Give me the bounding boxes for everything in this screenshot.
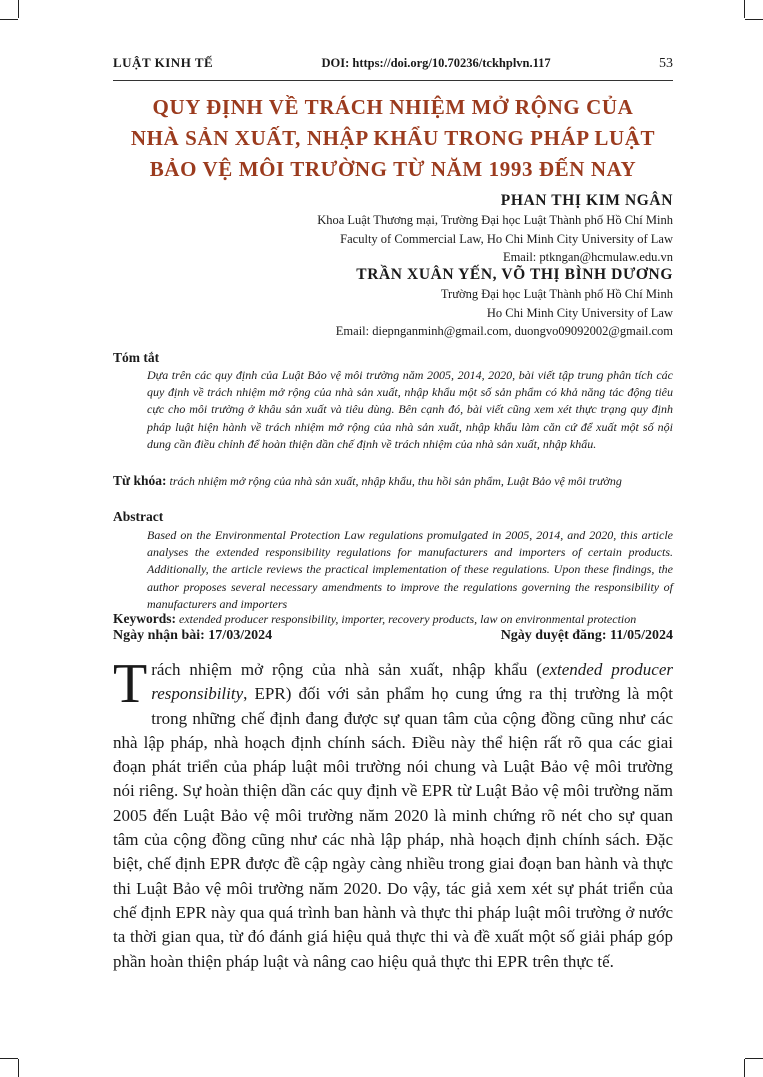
title-line-3: BẢO VỆ MÔI TRƯỜNG TỪ NĂM 1993 ĐẾN NAY [149, 157, 637, 181]
crop-mark-bottom-right-h [745, 1058, 763, 1059]
running-header [113, 55, 673, 81]
body-text-part-2: , EPR) đối với sản phẩm họ cung ứng ra thị trường là một trong những chế định đang được sự quan tâm của cộng đồng cũng như các nhà lập pháp, nhà hoạch định chính sách. Điều này thể hiện rất rõ qua các giai đoạn phát triển của pháp luật môi trường nói chung và Luật Bảo vệ môi trường nói riêng. Sự hoàn thiện dần các quy định về EPR từ Luật Bảo vệ môi trường năm 2005 đến Luật Bảo vệ môi trường năm 2020 là minh chứng rõ nét cho sự quan tâm của cộng đồng cũng như các nhà lập pháp, nhà hoạch định chính sách. Đặc biệt, chế định EPR được đề cập ngày càng nhiều trong giai đoạn ban hành và thực thi Luật Bảo vệ môi trường năm 2020. Do vậy, tác giả xem xét sự phát triển của chế định EPR này qua quá trình ban hành và thực thi pháp luật môi trường ở nước ta thời gian qua, từ đó đánh giá hiệu quả thực thi và đề xuất một số giải pháp góp phần hoàn thiện pháp luật và nâng cao hiệu quả thực thi EPR trên thực tế. [113, 684, 673, 971]
crop-mark-top-right-h [745, 19, 763, 20]
abstract-en-label: Abstract [113, 509, 164, 524]
author-affiliation-en: Ho Chi Minh City University of Law [486, 305, 673, 320]
author-affiliation-vi: Khoa Luật Thương mại, Trường Đại học Luật Thành phố Hồ Chí Minh [317, 213, 673, 227]
keywords-vi-text: trách nhiệm mở rộng của nhà sản xuất, nhập khẩu, thu hồi sản phẩm, Luật Bảo vệ môi trường [169, 474, 622, 488]
doi-link[interactable]: DOI: https://doi.org/10.70236/tckhplvn.117 [321, 56, 551, 70]
article-dates [113, 628, 673, 644]
abstract-en-text: Based on the Environmental Protection Law regulations promulgated in 2005, 2014, and 2020, this article analyses the extended responsibility regulations for manufacturers and importers of certain products. Additionally, the article reviews the practical implementation of these regulations. Upon these findings, the author proposes several necessary amendments to improve the regulations governing the responsibility of manufacturers and importers [147, 528, 673, 611]
author-affiliation-en: Faculty of Commercial Law, Ho Chi Minh City University of Law [340, 231, 673, 246]
crop-mark-bottom-left-h [0, 1058, 18, 1059]
page-number: 53 [659, 56, 673, 71]
author-block-1 [113, 191, 673, 267]
body-text-italic-term: extended producer responsibility [151, 660, 673, 704]
received-date: Ngày nhận bài: 17/03/2024 [113, 628, 273, 643]
article-title [113, 92, 673, 185]
keywords-vi [113, 473, 673, 490]
author-email[interactable]: Email: diepnganminh@gmail.com, duongvo09092002@gmail.com [335, 324, 673, 338]
body-text-part-1: rách nhiệm mở rộng của nhà sản xuất, nhập khẩu ( [151, 660, 542, 679]
summary-vi-label: Tóm tắt [113, 350, 160, 365]
author-affiliation-vi: Trường Đại học Luật Thành phố Hồ Chí Minh [440, 287, 673, 301]
author-email[interactable]: Email: ptkngan@hcmulaw.edu.vn [502, 250, 673, 264]
author-name: TRẦN XUÂN YẾN, VÕ THỊ BÌNH DƯƠNG [356, 266, 673, 283]
crop-mark-top-left-h [0, 19, 18, 20]
crop-mark-bottom-right-v [744, 1059, 745, 1077]
keywords-vi-label: Từ khóa: [113, 473, 167, 488]
summary-vi-text: Dựa trên các quy định của Luật Bảo vệ môi trường năm 2005, 2014, 2020, bài viết tập trung phân tích các quy định về trách nhiệm mở rộng của nhà sản xuất, nhập khẩu một số sản phẩm có khả năng tác động tiêu cực cho môi trường ở khâu sản xuất và tiêu dùng. Bên cạnh đó, bài viết cũng xem xét thực trạng quy định pháp luật hiện hành về trách nhiệm mở rộng của nhà sản xuất, nhập khẩu làm căn cứ để xuất một số nội dung cần điều chỉnh để hoàn thiện dần chế định về trách nhiệm của nhà sản xuất, nhập khẩu. [147, 368, 673, 451]
drop-cap: T [113, 653, 148, 715]
body-paragraph [113, 653, 673, 974]
author-name: PHAN THỊ KIM NGÂN [500, 192, 673, 209]
keywords-en-label: Keywords: [113, 611, 176, 626]
crop-mark-top-left-v [18, 0, 19, 18]
title-line-1: QUY ĐỊNH VỀ TRÁCH NHIỆM MỞ RỘNG CỦA [152, 95, 634, 119]
crop-mark-top-right-v [744, 0, 745, 18]
journal-section: LUẬT KINH TẾ [113, 55, 214, 70]
title-line-2: NHÀ SẢN XUẤT, NHẬP KHẨU TRONG PHÁP LUẬT [130, 126, 656, 150]
keywords-en [113, 611, 673, 628]
accepted-date: Ngày duyệt đăng: 11/05/2024 [500, 628, 673, 643]
author-block-2 [113, 265, 673, 341]
keywords-en-text: extended producer responsibility, importer, recovery products, law on environmental protection [179, 612, 637, 626]
crop-mark-bottom-left-v [18, 1059, 19, 1077]
